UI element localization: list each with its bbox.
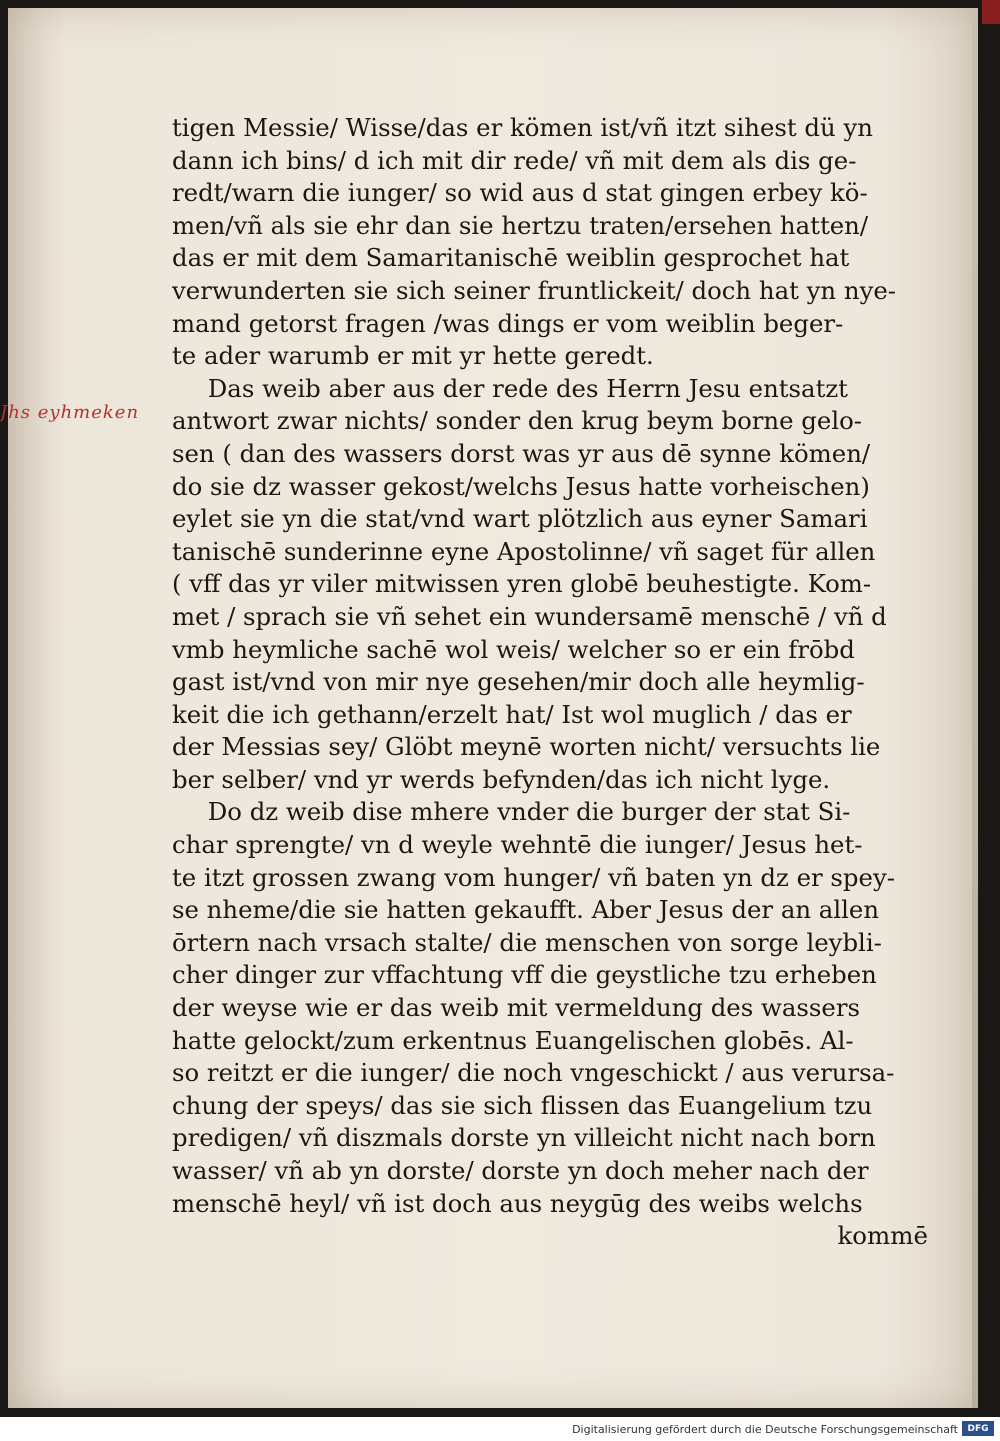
text-line: do sie dz wasser gekost/welchs Jesus hatte vorheischen) (172, 471, 870, 501)
text-line: tigen Messie/ Wisse/das er kömen ist/vñ itzt sihest dü yn (172, 113, 873, 142)
text-line: menschē heyl/ vñ ist doch aus neygūg des weibs welchs (172, 1188, 863, 1218)
dfg-logo: DFG (962, 1421, 994, 1436)
text-line: ōrtern nach vrsach stalte/ die menschen von sorge leybli- (172, 927, 882, 957)
text-line: redt/warn die iunger/ so wid aus d stat gingen erbey kö- (172, 178, 868, 208)
text-line: hatte gelockt/zum erkentnus Euangelischen globēs. Al- (172, 1025, 854, 1055)
text-line: sen ( dan des wassers dorst was yr aus dē synne kömen/ (172, 438, 871, 468)
footer-bar (0, 1417, 1000, 1441)
text-line: met / sprach sie vñ sehet ein wundersamē menschē / vñ d (172, 601, 887, 631)
text-line: antwort zwar nichts/ sonder den krug beym borne gelo- (172, 406, 863, 436)
text-line: das er mit dem Samaritanischē weiblin gesprochet hat (172, 243, 850, 273)
text-line: dann ich bins/ d ich mit dir rede/ vñ mit dem als dis ge- (172, 145, 857, 175)
text-line: ber selber/ vnd yr werds befynden/das ich nicht lyge. (172, 764, 831, 794)
text-line: chung der speys/ das sie sich flissen das Euangelium tzu (172, 1090, 873, 1120)
text-line: te ader warumb er mit yr hette geredt. (172, 341, 654, 371)
main-text-block (172, 112, 932, 1253)
text-line: keit die ich gethann/erzelt hat/ Ist wol muglich / das er (172, 699, 852, 729)
text-line: tanischē sunderinne eyne Apostolinne/ vñ saget für allen (172, 536, 876, 566)
text-line: cher dinger zur vffachtung vff die geystliche tzu erheben (172, 960, 877, 990)
text-line: eylet sie yn die stat/vnd wart plötzlich aus eyner Samari (172, 504, 868, 534)
text-line: Do dz weib dise mhere vnder die burger der stat Si- (207, 797, 851, 827)
text-line: te itzt grossen zwang vom hunger/ vñ baten yn dz er spey- (172, 862, 895, 892)
page-edge (972, 8, 978, 1408)
text-line: vmb heymliche sachē wol weis/ welcher so er ein frōbd (172, 634, 855, 664)
text-line: wasser/ vñ ab yn dorste/ dorste yn doch meher nach der (172, 1156, 869, 1185)
text-line: der weyse wie er das weib mit vermeldung des wassers (172, 993, 861, 1023)
marginal-note: Jhs eyhmeken (0, 402, 140, 423)
binding-edge (982, 0, 1000, 24)
text-line: men/vñ als sie ehr dan sie hertzu traten/ersehen hatten/ (172, 210, 869, 240)
text-line: gast ist/vnd von mir nye gesehen/mir doch alle heymlig- (172, 667, 865, 697)
funding-notice: Digitalisierung gefördert durch die Deutsche Forschungsgemeinschaft (572, 1423, 958, 1436)
text-line: Das weib aber aus der rede des Herrn Jesu entsatzt (207, 373, 848, 403)
catchword: kommē (837, 1221, 928, 1251)
text-line: char sprengte/ vn d weyle wehntē die iunger/ Jesus het- (172, 830, 863, 860)
text-line: verwunderten sie sich seiner fruntlickeit/ doch hat yn nye- (172, 275, 897, 305)
text-line: predigen/ vñ diszmals dorste yn villeicht nicht nach born (172, 1123, 876, 1153)
text-line: se nheme/die sie hatten gekaufft. Aber Jesus der an allen (172, 895, 880, 925)
text-line: mand getorst fragen /was dings er vom weiblin beger- (172, 308, 844, 338)
text-line: ( vff das yr viler mitwissen yren globē beuhestigte. Kom- (172, 569, 872, 599)
text-line: so reitzt er die iunger/ die noch vngeschickt / aus verursa- (172, 1058, 895, 1088)
text-line: der Messias sey/ Glöbt meynē worten nicht/ versuchts lie (172, 732, 881, 762)
